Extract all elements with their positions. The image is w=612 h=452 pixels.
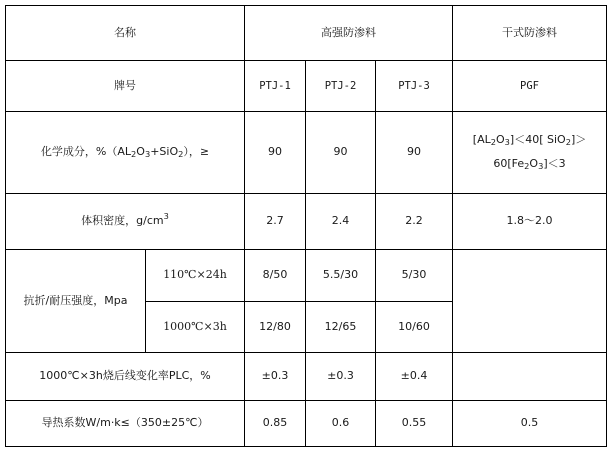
strength-1000-ptj1-cell: 12/80 (245, 302, 306, 353)
properties-table (5, 5, 607, 447)
brand-label-cell: 牌号 (6, 61, 245, 112)
name-header-cell: 名称 (6, 6, 245, 61)
strength-1000-ptj3-cell: 10/60 (376, 302, 453, 353)
conductivity-ptj2-cell: 0.6 (306, 401, 376, 447)
conductivity-label-cell: 导热系数W/m·k≤（350±25℃） (6, 401, 245, 447)
conductivity-ptj3-cell: 0.55 (376, 401, 453, 447)
chem-ptj2-cell: 90 (306, 112, 376, 194)
chem-label-cell: 化学成分，$\%(AL_2O_3+SiO_2)$，≥ (6, 112, 245, 194)
conductivity-ptj1-cell: 0.85 (245, 401, 306, 447)
table-row (6, 250, 607, 302)
plc-ptj1-cell: ±0.3 (245, 353, 306, 401)
strength-110-ptj3-cell: 5/30 (376, 250, 453, 302)
plc-ptj2-cell: ±0.3 (306, 353, 376, 401)
strength-condition-110: 110℃×24h (146, 250, 245, 302)
table-row (6, 6, 607, 61)
strength-pgf-empty-cell (453, 250, 607, 353)
table-row (6, 61, 607, 112)
table-row (6, 194, 607, 250)
table-row (6, 401, 607, 447)
chem-ptj1-cell: 90 (245, 112, 306, 194)
chem-pgf-line-2: $60[Fe_2O_3]<3$ (493, 157, 566, 172)
chem-ptj3-cell: 90 (376, 112, 453, 194)
brand-ptj1-cell: PTJ-1 (245, 61, 306, 112)
strength-1000-ptj2-cell: 12/65 (306, 302, 376, 353)
chem-pgf-line-1: $[AL_2O_3]<40$[ SiO$_2$]＞ (472, 133, 587, 148)
density-ptj2-cell: 2.4 (306, 194, 376, 250)
plc-pgf-empty-cell (453, 353, 607, 401)
conductivity-pgf-cell: 0.5 (453, 401, 607, 447)
brand-pgf-cell: PGF (453, 61, 607, 112)
strength-110-ptj2-cell: 5.5/30 (306, 250, 376, 302)
table-row (6, 353, 607, 401)
density-ptj1-cell: 2.7 (245, 194, 306, 250)
strength-110-ptj1-cell: 8/50 (245, 250, 306, 302)
plc-label-cell: 1000℃×3h烧后线变化率PLC，% (6, 353, 245, 401)
density-pgf-cell: 1.8～2.0 (453, 194, 607, 250)
dry-type-group-header: 干式防渗料 (453, 6, 607, 61)
table-row (6, 112, 607, 194)
strength-label-cell: 抗折/耐压强度，Mpa (6, 250, 146, 353)
strength-condition-1000: 1000℃×3h (146, 302, 245, 353)
plc-ptj3-cell: ±0.4 (376, 353, 453, 401)
high-strength-group-header: 高强防渗料 (245, 6, 453, 61)
density-label-cell: 体积密度，$g/cm^3$ (6, 194, 245, 250)
density-ptj3-cell: 2.2 (376, 194, 453, 250)
brand-ptj2-cell: PTJ-2 (306, 61, 376, 112)
chem-pgf-cell (453, 112, 607, 194)
brand-ptj3-cell: PTJ-3 (376, 61, 453, 112)
